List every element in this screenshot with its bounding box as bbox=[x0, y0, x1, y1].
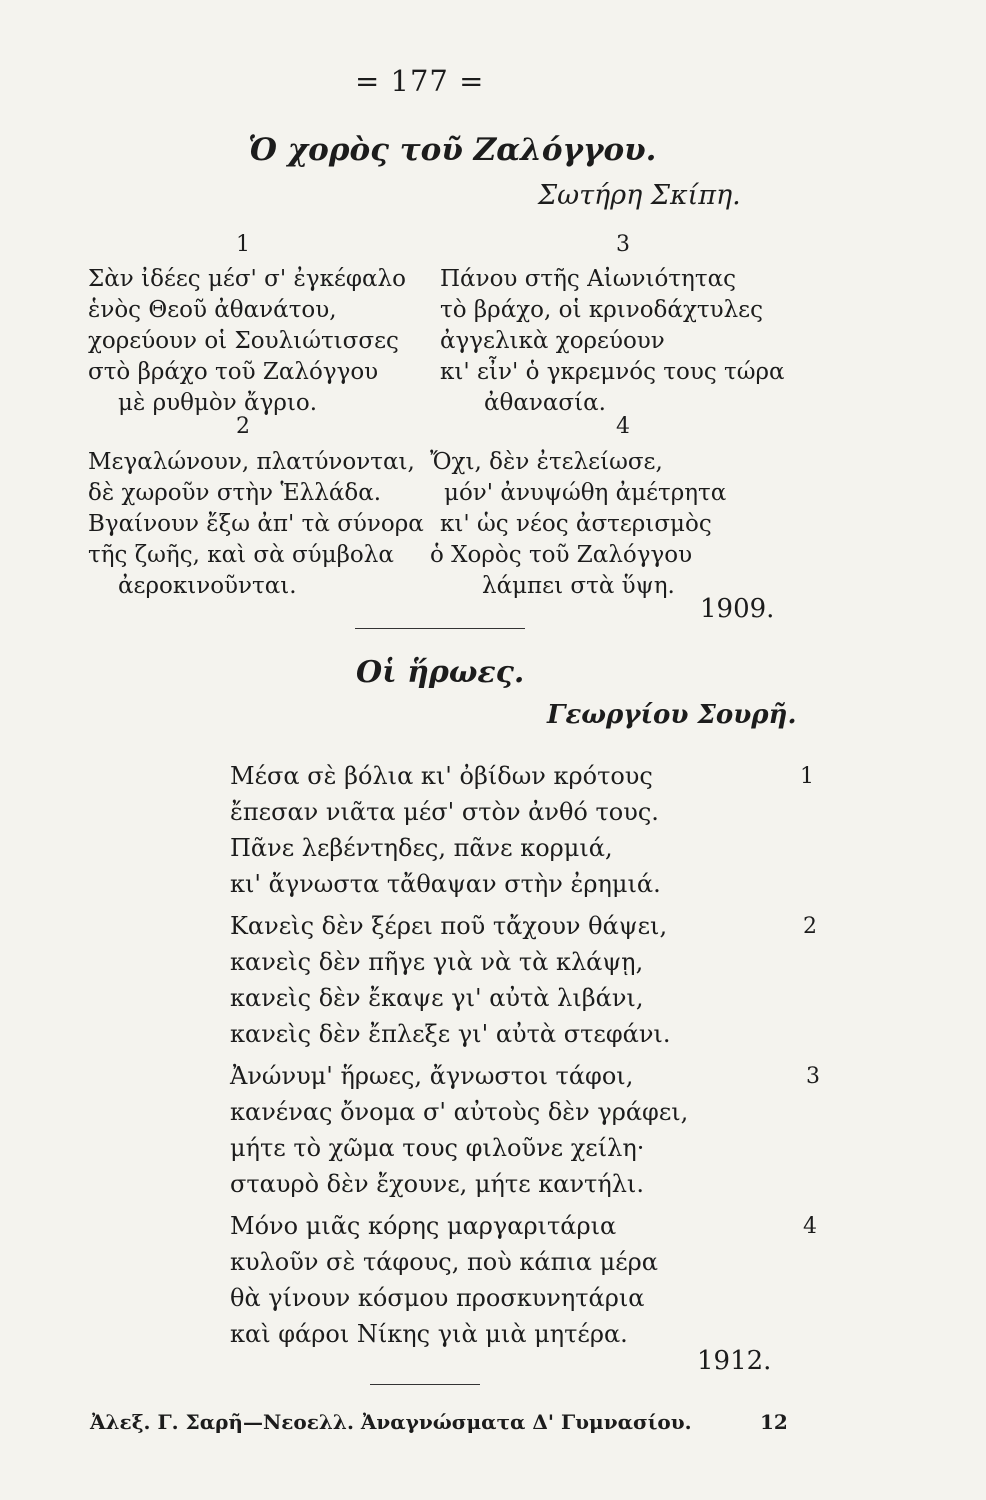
poem2-line: Μόνο μιᾶς κόρης μαργαριτάρια bbox=[230, 1212, 617, 1240]
poem1-line: ἀθανασία. bbox=[484, 390, 606, 416]
poem1-stanza-number: 1 bbox=[236, 232, 250, 257]
poem1-line: Μεγαλώνουν, πλατύνονται, bbox=[88, 449, 415, 475]
poem1-line: μὲ ρυθμὸν ἄγριο. bbox=[118, 390, 318, 416]
footer-citation: Ἀλεξ. Γ. Σαρῆ—Νεοελλ. Ἀναγνώσματα Δ' Γυμνασίου. bbox=[90, 1410, 692, 1434]
poem2-line: καὶ φάροι Νίκης γιὰ μιὰ μητέρα. bbox=[230, 1320, 628, 1348]
poem2-line: κι' ἄγνωστα τἄθαψαν στὴν ἐρημιά. bbox=[230, 870, 661, 898]
poem1-stanza-number: 4 bbox=[616, 414, 630, 439]
poem1-line: ἀεροκινοῦνται. bbox=[118, 573, 297, 599]
divider bbox=[355, 628, 525, 629]
poem2-line: κυλοῦν σὲ τάφους, ποὺ κάπια μέρα bbox=[230, 1248, 658, 1276]
poem1-line: κι' ὡς νέος ἀστερισμὸς bbox=[440, 511, 712, 537]
poem1-line: Βγαίνουν ἔξω ἀπ' τὰ σύνορα bbox=[88, 511, 424, 537]
poem2-stanza-number: 1 bbox=[800, 764, 814, 789]
poem1-line: ὁ Χορὸς τοῦ Ζαλόγγου bbox=[430, 542, 693, 568]
poem2-line: ἔπεσαν νιᾶτα μέσ' στὸν ἀνθό τους. bbox=[230, 798, 659, 826]
poem2-line: Κανεὶς δὲν ξέρει ποῦ τἄχουν θάψει, bbox=[230, 912, 668, 940]
poem1-line: λάμπει στὰ ὕψη. bbox=[482, 573, 675, 599]
poem2-stanza-number: 4 bbox=[803, 1214, 817, 1239]
poem1-line: κι' εἶν' ὁ γκρεμνός τους τώρα bbox=[440, 359, 785, 385]
poem2-line: Μέσα σὲ βόλια κι' ὀβίδων κρότους bbox=[230, 762, 653, 790]
poem2-line: Πᾶνε λεβέντηδες, πᾶνε κορμιά, bbox=[230, 834, 613, 862]
poem2-author: Γεωργίου Σουρῆ. bbox=[547, 700, 797, 730]
poem2-year: 1912. bbox=[697, 1346, 772, 1376]
poem1-line: δὲ χωροῦν στὴν Ἑλλάδα. bbox=[88, 480, 382, 506]
poem2-line: κανένας ὄνομα σ' αὐτοὺς δὲν γράφει, bbox=[230, 1098, 689, 1126]
poem2-title: Οἱ ἥρωες. bbox=[356, 655, 525, 690]
divider bbox=[370, 1384, 480, 1385]
poem2-line: θὰ γίνουν κόσμου προσκυνητάρια bbox=[230, 1284, 645, 1312]
poem2-line: κανεὶς δὲν ἔκαψε γι' αὐτὰ λιβάνι, bbox=[230, 984, 644, 1012]
poem1-stanza-number: 2 bbox=[236, 414, 250, 439]
poem1-line: στὸ βράχο τοῦ Ζαλόγγου bbox=[88, 359, 379, 385]
poem2-line: κανεὶς δὲν ἔπλεξε γι' αὐτὰ στεφάνι. bbox=[230, 1020, 671, 1048]
poem2-line: σταυρὸ δὲν ἔχουνε, μήτε καντήλι. bbox=[230, 1170, 644, 1198]
poem2-line: κανεὶς δὲν πῆγε γιὰ νὰ τὰ κλάψῃ, bbox=[230, 948, 644, 976]
poem1-title: Ὁ χορὸς τοῦ Ζαλόγγου. bbox=[248, 132, 657, 168]
poem2-stanza-number: 3 bbox=[806, 1064, 820, 1089]
poem1-line: μόν' ἀνυψώθη ἀμέτρητα bbox=[444, 480, 727, 506]
poem1-line: ἑνὸς Θεοῦ ἀθανάτου, bbox=[88, 297, 337, 323]
poem1-line: Σὰν ἰδέες μέσ' σ' ἐγκέφαλο bbox=[88, 266, 406, 292]
page-number: = 177 = bbox=[355, 64, 485, 98]
poem1-line: χορεύουν οἱ Σουλιώτισσες bbox=[88, 328, 399, 354]
poem2-line: Ἀνώνυμ' ἥρωες, ἄγνωστοι τάφοι, bbox=[230, 1062, 634, 1090]
poem2-line: μήτε τὸ χῶμα τους φιλοῦνε χείλη· bbox=[230, 1134, 645, 1162]
poem1-author: Σωτήρη Σκίπη. bbox=[538, 180, 741, 211]
poem1-line: τῆς ζωῆς, καὶ σὰ σύμβολα bbox=[88, 542, 394, 568]
signature-mark: 12 bbox=[760, 1410, 788, 1434]
poem1-year: 1909. bbox=[700, 594, 775, 624]
poem1-line: Ὄχι, δὲν ἐτελείωσε, bbox=[430, 449, 663, 475]
poem1-line: τὸ βράχο, οἱ κρινοδάχτυλες bbox=[440, 297, 763, 323]
poem2-stanza-number: 2 bbox=[803, 914, 817, 939]
poem1-stanza-number: 3 bbox=[616, 232, 630, 257]
poem1-line: ἀγγελικὰ χορεύουν bbox=[440, 328, 665, 354]
poem1-line: Πάνου στῆς Αἰωνιότητας bbox=[440, 266, 736, 292]
